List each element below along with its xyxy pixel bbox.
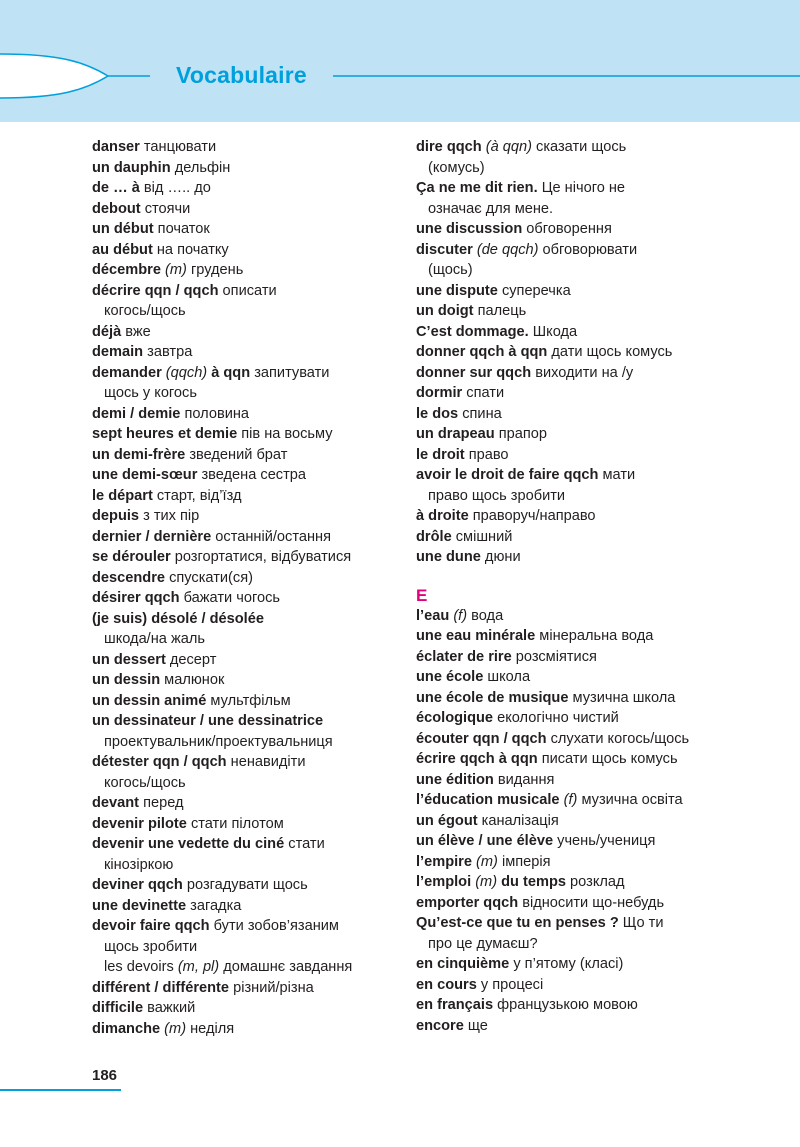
- entry-translation: когось/щось: [104, 774, 186, 791]
- entry-translation: палець: [473, 303, 527, 319]
- header-band: [0, 0, 800, 122]
- entry-term: un drapeau: [416, 426, 495, 442]
- entry-term: à droite: [416, 508, 469, 524]
- entry-term: se dérouler: [92, 549, 171, 565]
- entry-translation: мати: [598, 467, 636, 483]
- entry-term: dire qqch: [416, 139, 482, 155]
- entry-translation: сказати щось: [531, 139, 627, 155]
- entry-translation: спускати(ся): [165, 569, 253, 586]
- entry-term: en cours: [416, 976, 477, 993]
- vocab-entry: [416, 954, 800, 975]
- entry-term: encore: [416, 1017, 464, 1034]
- vocab-entry: [416, 852, 800, 873]
- footer-line: [0, 1089, 121, 1091]
- entry-term: au début: [92, 241, 153, 258]
- entry-term: un dauphin: [92, 159, 171, 176]
- entry-term: un doigt: [416, 303, 474, 319]
- entry-term: donner sur qqch: [416, 364, 532, 381]
- entry-term: une demi-sœur: [92, 467, 198, 483]
- entry-note: (qqch): [161, 364, 208, 381]
- entry-term: Qu’est-ce que tu en penses ?: [416, 915, 619, 931]
- entry-translation: малюнок: [160, 672, 225, 688]
- entry-term: une édition: [416, 771, 494, 788]
- vocab-entry: [416, 506, 800, 527]
- entry-translation: грудень: [186, 262, 244, 278]
- vocab-entry: [92, 711, 402, 732]
- vocab-entry: [92, 568, 402, 589]
- vocab-entry: [92, 178, 402, 199]
- entry-translation: щось у когось: [104, 385, 197, 401]
- vocab-entry: [416, 1016, 800, 1037]
- vocab-entry: [416, 995, 800, 1016]
- entry-translation: смішний: [451, 528, 513, 545]
- entry-translation: екологічно чистий: [493, 710, 619, 726]
- entry-translation: стати пілотом: [186, 815, 284, 832]
- entry-term: un dessin animé: [92, 692, 207, 709]
- entry-translation: кінозіркою: [104, 856, 174, 873]
- entry-translation: дати щось комусь: [547, 344, 673, 360]
- entry-translation: спина: [458, 405, 502, 422]
- vocab-entry: [416, 606, 800, 627]
- vocab-entry: [92, 834, 402, 855]
- entry-translation: останній/остання: [211, 528, 331, 545]
- entry-term: sept heures et demie: [92, 426, 238, 442]
- vocab-entry: [416, 688, 800, 709]
- vocab-entry: [92, 137, 402, 158]
- entry-translation: вода: [467, 607, 504, 624]
- entry-term: décrire qqn / qqch: [92, 282, 219, 299]
- entry-translation: описати: [218, 282, 277, 299]
- vocab-entry-continuation: [416, 934, 800, 955]
- entry-translation: розгадувати щось: [182, 877, 308, 893]
- entry-term: en cinquième: [416, 956, 510, 972]
- entry-translation: на початку: [152, 241, 229, 258]
- entry-translation: вже: [121, 323, 151, 340]
- vocab-entry: [416, 178, 800, 199]
- entry-translation: щось зробити: [104, 938, 198, 955]
- entry-translation: домашнє завдання: [219, 959, 353, 975]
- vocab-entry-continuation: [92, 732, 402, 753]
- vocab-entry: [416, 913, 800, 934]
- entry-translation: спати: [462, 385, 505, 401]
- right-column: [416, 137, 800, 1036]
- vocab-entry: [416, 647, 800, 668]
- vocab-entry: [92, 404, 402, 425]
- entry-term: (je suis) désolé / désolée: [92, 610, 264, 627]
- vocab-entry: [92, 240, 402, 261]
- entry-term: dernier / dernière: [92, 528, 212, 545]
- vocab-entry: [416, 137, 800, 158]
- entry-gender: (m): [160, 262, 187, 278]
- entry-term: le dos: [416, 405, 459, 422]
- vocab-entry: [416, 342, 800, 363]
- entry-translation: пів на восьму: [237, 426, 333, 442]
- entry-term: un dessert: [92, 651, 166, 668]
- entry-translation: шкода/на жаль: [104, 631, 205, 647]
- entry-translation: різний/різна: [229, 979, 314, 996]
- vocab-entry: [416, 811, 800, 832]
- entry-term: les devoirs: [104, 959, 174, 975]
- vocab-entry: [92, 916, 402, 937]
- vocab-entry: [92, 814, 402, 835]
- entry-translation: старт, від’їзд: [152, 487, 242, 504]
- entry-translation: проектувальник/проектувальниця: [104, 733, 333, 750]
- entry-translation: у п’ятому (класі): [509, 956, 624, 972]
- vocab-entry: [416, 626, 800, 647]
- vocab-entry: [92, 445, 402, 466]
- vocab-entry: [416, 708, 800, 729]
- entry-translation: праворуч/направо: [468, 508, 596, 524]
- vocab-entry-continuation: [92, 629, 402, 650]
- vocab-entry: [92, 424, 402, 445]
- vocab-entry: [416, 893, 800, 914]
- vocab-entry: [416, 547, 800, 568]
- entry-translation: французькою мовою: [493, 997, 638, 1013]
- entry-translation: суперечка: [497, 282, 571, 299]
- entry-term: détester qqn / qqch: [92, 754, 227, 770]
- wave-shape: [0, 54, 108, 98]
- entry-term: devenir pilote: [92, 815, 187, 832]
- vocab-entry: [92, 527, 402, 548]
- vocab-entry: [416, 770, 800, 791]
- entry-term: le droit: [416, 446, 465, 463]
- entry-term: déjà: [92, 323, 122, 340]
- entry-term: demi / demie: [92, 405, 181, 422]
- page-title: Vocabulaire: [176, 62, 307, 88]
- entry-term: depuis: [92, 508, 140, 524]
- entry-gender: (m): [471, 853, 498, 870]
- entry-translation: завтра: [143, 344, 193, 360]
- vocab-entry: [92, 998, 402, 1019]
- entry-translation: мінеральна вода: [535, 628, 654, 644]
- page-number: 186: [92, 1067, 118, 1084]
- vocab-entry-continuation: [416, 199, 800, 220]
- entry-translation: означає для мене.: [428, 200, 554, 217]
- vocab-entry-continuation: [416, 486, 800, 507]
- entry-translation: неділя: [186, 1020, 235, 1037]
- entry-term: l’éducation musicale: [416, 792, 560, 808]
- entry-translation: важкий: [143, 1000, 196, 1016]
- entry-term: un élève / une élève: [416, 833, 554, 849]
- entry-translation: від ….. до: [139, 180, 211, 196]
- entry-gender: (m): [160, 1020, 187, 1037]
- entry-translation: право щось зробити: [428, 487, 566, 504]
- entry-term: écrire qqch à qqn: [416, 751, 538, 767]
- vocab-entry: [416, 404, 800, 425]
- entry-translation: стоячи: [140, 200, 191, 217]
- vocab-entry: [416, 729, 800, 750]
- entry-term: une dispute: [416, 282, 498, 299]
- entry-translation: виходити на /у: [531, 364, 634, 381]
- vocab-entry: [92, 342, 402, 363]
- entry-term: à qqn: [207, 364, 251, 381]
- vocab-entry-continuation: [92, 773, 402, 794]
- entry-translation: мультфільм: [206, 692, 291, 709]
- vocab-entry: [92, 219, 402, 240]
- entry-term: une eau minérale: [416, 628, 536, 644]
- entry-term: deviner qqch: [92, 877, 183, 893]
- vocab-entry: [92, 322, 402, 343]
- entry-translation: писати щось комусь: [537, 751, 678, 767]
- entry-term: une devinette: [92, 897, 187, 914]
- vocab-entry: [416, 527, 800, 548]
- vocab-entry: [416, 383, 800, 404]
- vocab-entry: [92, 363, 402, 384]
- entry-term: demander: [92, 364, 162, 381]
- entry-term: une discussion: [416, 221, 523, 237]
- entry-term: un début: [92, 221, 154, 237]
- entry-translation: бажати чогось: [179, 590, 280, 606]
- entry-translation: загадка: [186, 897, 242, 914]
- entry-translation: прапор: [494, 426, 547, 442]
- vocab-entry: [92, 793, 402, 814]
- entry-term: un égout: [416, 812, 478, 829]
- entry-translation: школа: [483, 669, 531, 685]
- entry-translation: музична школа: [568, 689, 676, 706]
- section-letter-e: E: [416, 585, 428, 605]
- entry-translation: про це думаєш?: [428, 935, 538, 952]
- entry-translation: розсміятися: [511, 648, 597, 665]
- entry-translation: ще: [463, 1017, 488, 1034]
- entry-term: avoir le droit de faire qqch: [416, 467, 599, 483]
- entry-translation: дюни: [480, 549, 521, 565]
- vocab-entry: [416, 872, 800, 893]
- entry-gender: (m): [471, 874, 498, 890]
- entry-term: debout: [92, 200, 141, 217]
- vocab-entry: [416, 219, 800, 240]
- entry-term: du temps: [497, 874, 566, 890]
- entry-term: l’emploi: [416, 874, 472, 890]
- vocab-entry: [416, 363, 800, 384]
- entry-term: écologique: [416, 710, 494, 726]
- entry-note: (de qqch): [472, 241, 539, 258]
- vocab-entry: [416, 281, 800, 302]
- entry-term: discuter: [416, 241, 473, 258]
- entry-translation: танцювати: [139, 139, 217, 155]
- entry-translation: каналізація: [477, 812, 559, 829]
- entry-translation: когось/щось: [104, 303, 186, 319]
- vocab-entry: [92, 670, 402, 691]
- entry-translation: початок: [153, 221, 210, 237]
- vocab-entry: [92, 199, 402, 220]
- entry-term: désirer qqch: [92, 590, 180, 606]
- entry-translation: слухати когось/щось: [546, 730, 690, 747]
- vocab-entry-continuation: [92, 383, 402, 404]
- entry-translation: Що ти: [618, 915, 664, 931]
- entry-translation: музична освіта: [577, 792, 683, 808]
- vocab-entry: [416, 424, 800, 445]
- vocab-entry: [416, 301, 800, 322]
- entry-term: demain: [92, 344, 144, 360]
- vocab-entry: [92, 260, 402, 281]
- entry-translation: запитувати: [250, 364, 330, 381]
- entry-translation: у процесі: [476, 976, 544, 993]
- entry-term: décembre: [92, 262, 161, 278]
- entry-term: l’eau: [416, 607, 450, 624]
- entry-gender: (f): [559, 792, 578, 808]
- vocab-entry: [92, 691, 402, 712]
- vocab-entry: [92, 588, 402, 609]
- vocab-entry: [92, 547, 402, 568]
- vocab-entry: [416, 790, 800, 811]
- vocab-entry: [92, 896, 402, 917]
- vocab-entry: [416, 831, 800, 852]
- vocab-entry-continuation: [416, 260, 800, 281]
- entry-term: C’est dommage.: [416, 323, 529, 340]
- entry-translation: Це нічого не: [537, 180, 626, 196]
- vocab-entry: [416, 322, 800, 343]
- entry-term: de … à: [92, 180, 140, 196]
- vocab-entry: [92, 465, 402, 486]
- entry-translation: Шкода: [528, 323, 578, 340]
- vocab-entry: [92, 609, 402, 630]
- entry-translation: десерт: [165, 651, 217, 668]
- entry-translation: видання: [493, 771, 555, 788]
- vocab-entry: [416, 749, 800, 770]
- entry-term: devoir faire qqch: [92, 918, 210, 934]
- entry-term: un dessin: [92, 672, 161, 688]
- entry-translation: дельфін: [170, 159, 231, 176]
- entry-term: dimanche: [92, 1020, 161, 1037]
- entry-term: une dune: [416, 549, 481, 565]
- vocab-entry: [416, 445, 800, 466]
- entry-translation: відносити що-небудь: [518, 894, 665, 911]
- vocab-entry: [92, 978, 402, 999]
- entry-term: une école: [416, 669, 484, 685]
- entry-translation: стати: [284, 836, 325, 852]
- entry-translation: половина: [180, 405, 250, 422]
- vocab-entry-continuation: [92, 855, 402, 876]
- vocab-entry-continuation: [92, 301, 402, 322]
- entry-term: écouter qqn / qqch: [416, 730, 547, 747]
- entry-term: le départ: [92, 487, 153, 504]
- entry-term: dormir: [416, 385, 463, 401]
- vocab-entry-continuation: [416, 158, 800, 179]
- entry-term: devenir une vedette du ciné: [92, 836, 285, 852]
- entry-translation: право: [464, 446, 509, 463]
- entry-term: difficile: [92, 1000, 144, 1016]
- entry-translation: розгортатися, відбуватися: [170, 549, 352, 565]
- entry-translation: учень/учениця: [553, 833, 656, 849]
- entry-translation: бути зобов’язаним: [209, 918, 339, 934]
- entry-term: emporter qqch: [416, 894, 519, 911]
- entry-translation: з тих пір: [139, 508, 200, 524]
- vocab-entry: [92, 875, 402, 896]
- entry-term: un dessinateur / une dessinatrice: [92, 713, 324, 729]
- entry-gender: (m, pl): [173, 959, 220, 975]
- vocab-entry-continuation: [92, 937, 402, 958]
- vocab-entry: [416, 975, 800, 996]
- entry-note: (à qqn): [481, 139, 532, 155]
- entry-term: Ça ne me dit rien.: [416, 180, 538, 196]
- vocab-entry: [92, 650, 402, 671]
- vocab-entry: [92, 281, 402, 302]
- entry-term: donner qqch à qqn: [416, 344, 548, 360]
- entry-translation: перед: [139, 795, 184, 811]
- entry-term: en français: [416, 997, 494, 1013]
- left-column: [92, 137, 402, 1039]
- vocab-entry: [416, 465, 800, 486]
- entry-term: danser: [92, 139, 140, 155]
- entry-translation: (комусь): [428, 159, 485, 176]
- vocab-entry: [92, 486, 402, 507]
- entry-term: différent / différente: [92, 979, 230, 996]
- entry-translation: ненавидіти: [226, 754, 306, 770]
- entry-translation: зведена сестра: [197, 467, 307, 483]
- entry-translation: обговорення: [522, 221, 612, 237]
- entry-term: éclater de rire: [416, 648, 512, 665]
- entry-term: devant: [92, 795, 140, 811]
- vocab-entry: [416, 667, 800, 688]
- vocab-entry: [92, 957, 402, 978]
- entry-term: drôle: [416, 528, 452, 545]
- entry-term: une école de musique: [416, 689, 569, 706]
- entry-translation: імперія: [497, 853, 551, 870]
- entry-translation: обговорювати: [538, 241, 638, 258]
- entry-term: un demi-frère: [92, 446, 186, 463]
- vocab-entry: [92, 158, 402, 179]
- vocab-entry: [92, 506, 402, 527]
- entry-translation: зведений брат: [185, 446, 288, 463]
- entry-translation: розклад: [566, 874, 625, 890]
- entry-translation: (щось): [428, 262, 473, 278]
- vocab-entry: [416, 240, 800, 261]
- entry-gender: (f): [449, 607, 468, 624]
- header-decoration: [0, 0, 800, 122]
- vocab-entry: [92, 752, 402, 773]
- vocab-entry: [92, 1019, 402, 1040]
- entry-term: descendre: [92, 569, 166, 586]
- entry-term: l’empire: [416, 853, 472, 870]
